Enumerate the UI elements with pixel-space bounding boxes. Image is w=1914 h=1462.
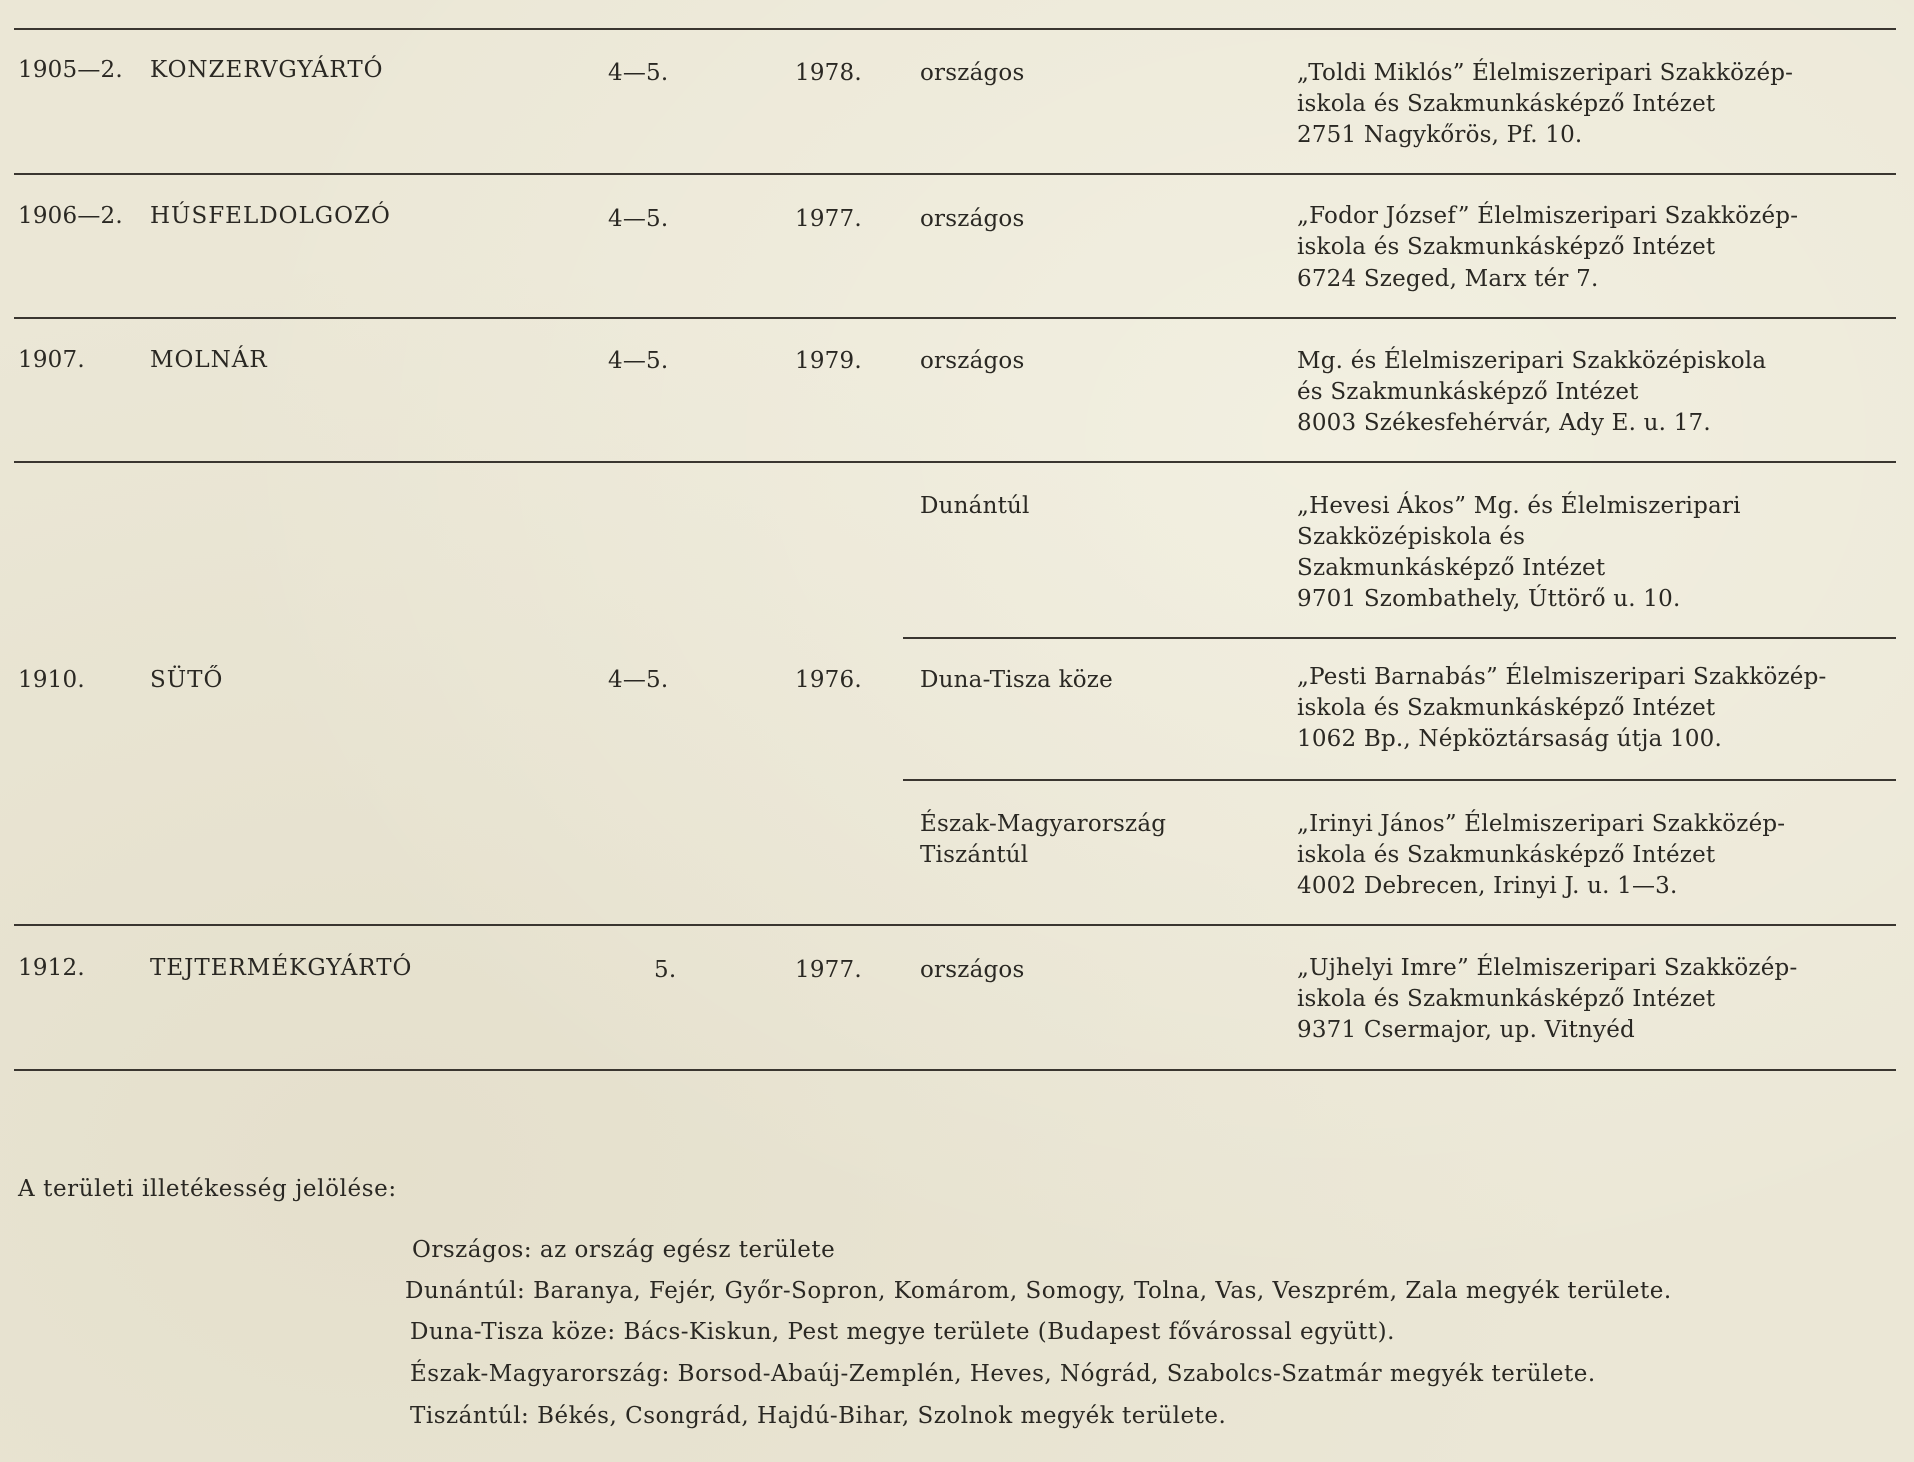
row-training-years: 4—5. [608,60,669,86]
row-code: 1910. [18,667,85,693]
row-school-line: „Irinyi János” Élelmiszeripari Szakközép- [1297,811,1786,837]
row-school-line: „Fodor József” Élelmiszeripari Szakközép- [1297,203,1799,229]
row-training-years: 4—5. [608,667,669,693]
row-school-line: Szakmunkásképző Intézet [1297,555,1606,581]
rule-row-divider [14,924,1896,926]
row-trade-name: MOLNÁR [150,347,268,373]
row-training-years: 4—5. [608,206,669,232]
row-school-line: 2751 Nagykőrös, Pf. 10. [1297,122,1583,148]
row-region: országos [920,206,1025,232]
row-trade-name: SÜTŐ [150,667,224,693]
row-year: 1977. [795,206,862,232]
row-school-line: „Hevesi Ákos” Mg. és Élelmiszeripari [1297,493,1741,519]
row-region: országos [920,957,1025,983]
row-school-line: iskola és Szakmunkásképző Intézet [1297,986,1716,1012]
row-code: 1912. [18,955,85,981]
row-school-line: „Pesti Barnabás” Élelmiszeripari Szakközép- [1297,664,1827,690]
rule-row-divider [14,317,1896,319]
legend-item: Tiszántúl: Békés, Csongrád, Hajdú-Bihar, Szolnok megyék területe. [410,1403,1227,1429]
row-code: 1906—2. [18,203,123,229]
row-school-line: 9701 Szombathely, Úttörő u. 10. [1297,586,1681,612]
row-training-years: 4—5. [608,348,669,374]
row-year: 1979. [795,348,862,374]
row-year: 1978. [795,60,862,86]
row-region: Dunántúl [920,493,1030,519]
row-school-line: iskola és Szakmunkásképző Intézet [1297,842,1716,868]
legend-item: Országos: az ország egész területe [412,1237,836,1263]
row-code: 1905—2. [18,57,123,83]
row-code: 1907. [18,347,85,373]
row-school-line: 9371 Csermajor, up. Vitnyéd [1297,1017,1635,1043]
row-region: Észak-Magyarország [920,811,1167,837]
rule-top [14,28,1896,30]
row-region: országos [920,348,1025,374]
row-region: Tiszántúl [920,842,1029,868]
row-trade-name: KONZERVGYÁRTÓ [150,57,384,83]
row-year: 1977. [795,957,862,983]
row-region: Duna-Tisza köze [920,667,1113,693]
row-trade-name: TEJTERMÉKGYÁRTÓ [150,955,413,981]
row-school-line: iskola és Szakmunkásképző Intézet [1297,695,1716,721]
row-school-line: és Szakmunkásképző Intézet [1297,379,1639,405]
row-school-line: 8003 Székesfehérvár, Ady E. u. 17. [1297,410,1711,436]
legend-item: Dunántúl: Baranya, Fejér, Győr-Sopron, Komárom, Somogy, Tolna, Vas, Veszprém, Zala megyék területe. [405,1278,1672,1304]
rule-subrow-divider [903,637,1896,639]
rule-bottom [14,1069,1896,1071]
row-school-line: iskola és Szakmunkásképző Intézet [1297,234,1716,260]
row-school-line: 6724 Szeged, Marx tér 7. [1297,266,1599,292]
legend-item: Észak-Magyarország: Borsod-Abaúj-Zemplén, Heves, Nógrád, Szabolcs-Szatmár megyék területe. [410,1361,1596,1387]
row-school-line: Szakközépiskola és [1297,524,1526,550]
row-school-line: iskola és Szakmunkásképző Intézet [1297,91,1716,117]
row-region: országos [920,60,1025,86]
row-school-line: Mg. és Élelmiszeripari Szakközépiskola [1297,348,1767,374]
legend-item: Duna-Tisza köze: Bács-Kiskun, Pest megye területe (Budapest fővárossal együtt). [410,1319,1395,1345]
rule-row-divider [14,173,1896,175]
rule-row-divider [14,461,1896,463]
row-training-years: 5. [654,957,677,983]
rule-subrow-divider [903,779,1896,781]
row-year: 1976. [795,667,862,693]
row-school-line: 4002 Debrecen, Irinyi J. u. 1—3. [1297,873,1678,899]
row-trade-name: HÚSFELDOLGOZÓ [150,203,391,229]
row-school-line: „Ujhelyi Imre” Élelmiszeripari Szakközép- [1297,955,1798,981]
row-school-line: „Toldi Miklós” Élelmiszeripari Szakközép- [1297,60,1794,86]
legend-title: A területi illetékesség jelölése: [18,1176,397,1202]
row-school-line: 1062 Bp., Népköztársaság útja 100. [1297,726,1723,752]
